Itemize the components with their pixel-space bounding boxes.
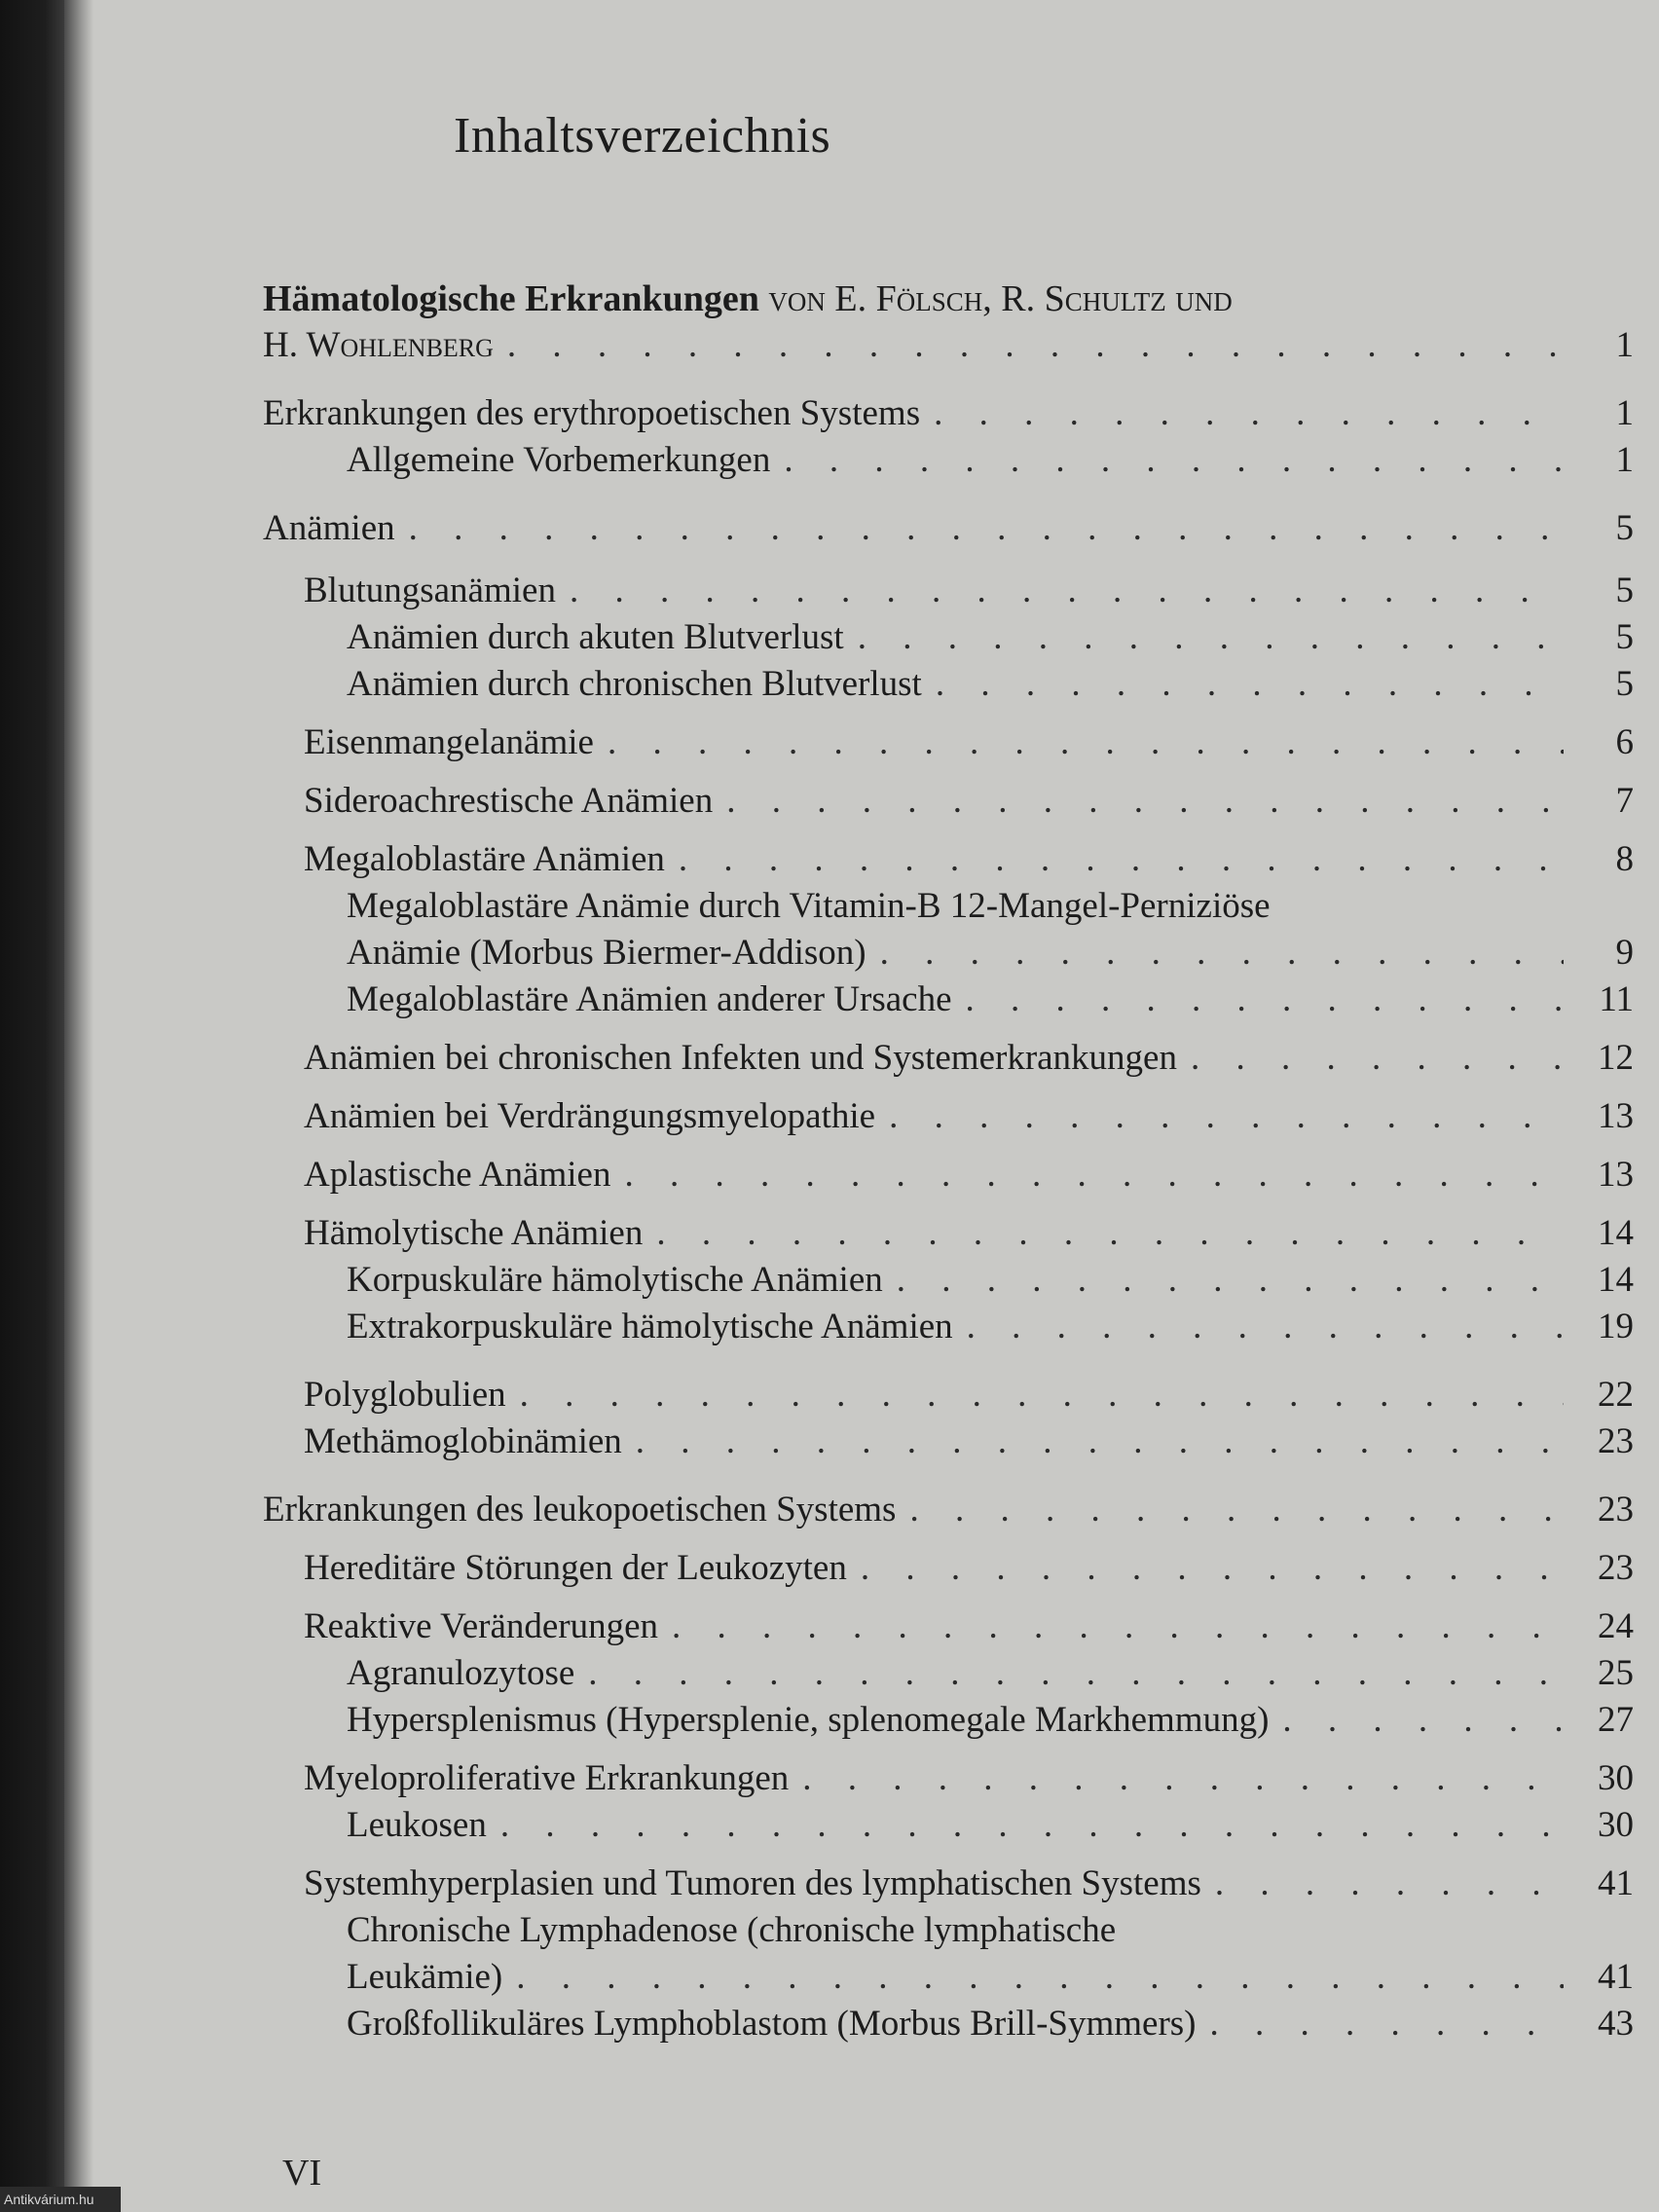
page-number: 27: [1598, 1700, 1634, 1740]
page-number: 22: [1598, 1375, 1634, 1415]
toc-entry: [263, 1802, 1634, 1849]
page-number: 24: [1598, 1606, 1634, 1646]
toc-entry: [263, 322, 1634, 369]
page-number: 14: [1598, 1260, 1634, 1300]
entry-label: Megaloblastäre Anämien anderer Ursache: [347, 979, 952, 1019]
toc-entry: [263, 2001, 1634, 2047]
leader-dots: [679, 836, 1564, 883]
leader-dots: [500, 1802, 1564, 1849]
leader-dots: [966, 977, 1564, 1023]
page-number: 5: [1615, 617, 1634, 657]
toc-entry: [263, 390, 1634, 437]
entry-label: Sideroachrestische Anämien: [304, 781, 714, 821]
leader-dots: [608, 719, 1564, 766]
entry-label: Reaktive Veränderungen: [304, 1606, 659, 1646]
toc-entry: [263, 1093, 1634, 1140]
entry-label: Agranulozytose: [347, 1653, 575, 1693]
entry-label: Leukämie): [347, 1957, 503, 1997]
entry-label: Anämien: [263, 508, 395, 548]
leader-dots: [588, 1650, 1564, 1697]
leader-dots: [936, 661, 1564, 708]
toc-entry: [263, 568, 1634, 614]
entry-label: Aplastische Anämien: [304, 1155, 611, 1195]
leader-dots: [636, 1419, 1564, 1465]
toc-entry: [263, 719, 1634, 766]
section-title: Hämatologische Erkrankungen: [263, 278, 759, 319]
page-number: 1: [1615, 325, 1634, 365]
entry-label: Großfollikuläres Lymphoblastom (Morbus Brill-Symmers): [347, 2004, 1197, 2044]
leader-dots: [784, 437, 1564, 484]
entry-label: Blutungsanämien: [304, 571, 556, 610]
watermark: Antikvárium.hu: [0, 2187, 121, 2212]
toc-entry: [263, 661, 1634, 708]
entry-label: Polyglobulien: [304, 1375, 506, 1415]
leader-dots: [858, 614, 1564, 661]
entry-label: Anämien bei Verdrängungsmyelopathie: [304, 1096, 876, 1136]
page-number: 43: [1598, 2004, 1634, 2044]
toc-entry: [263, 977, 1634, 1023]
leader-dots: [1215, 1861, 1564, 1907]
entry-label: Hämolytische Anämien: [304, 1213, 644, 1253]
table-of-contents: [263, 276, 1634, 2047]
leader-dots: [1282, 1697, 1564, 1744]
leader-dots: [656, 1210, 1564, 1257]
page-number: 5: [1615, 664, 1634, 704]
leader-dots: [934, 390, 1564, 437]
toc-entry-line: Megaloblastäre Anämie durch Vitamin-B 12-Mangel-Perniziöse: [347, 886, 1271, 926]
page-number: 19: [1598, 1307, 1634, 1346]
leader-dots: [570, 568, 1564, 614]
leader-dots: [897, 1257, 1564, 1304]
toc-entry: [263, 1487, 1634, 1533]
section-authors-cont: H. Wohlenberg: [263, 325, 494, 365]
entry-label: Myeloproliferative Erkrankungen: [304, 1758, 790, 1798]
entry-label: Anämien durch akuten Blutverlust: [347, 617, 844, 657]
toc-entry: [263, 836, 1634, 883]
toc-entry: [263, 1650, 1634, 1697]
page-number: 41: [1598, 1863, 1634, 1903]
leader-dots: [1210, 2001, 1565, 2047]
page-number: 30: [1598, 1805, 1634, 1845]
toc-entry: [263, 1372, 1634, 1419]
entry-label: Anämien bei chronischen Infekten und Systemerkrankungen: [304, 1038, 1177, 1078]
page-number: 12: [1598, 1038, 1634, 1078]
entry-label: Korpuskuläre hämolytische Anämien: [347, 1260, 883, 1300]
leader-dots: [889, 1093, 1564, 1140]
page-number: 14: [1598, 1213, 1634, 1253]
section-heading: [263, 276, 1634, 322]
toc-entry: [263, 1257, 1634, 1304]
toc-entry: [263, 1545, 1634, 1592]
leader-dots: [861, 1545, 1564, 1592]
entry-label: Systemhyperplasien und Tumoren des lymphatischen Systems: [304, 1863, 1201, 1903]
page-number: 5: [1615, 571, 1634, 610]
page-gutter: [64, 0, 93, 2212]
toc-entry: [263, 505, 1634, 552]
entry-label: Erkrankungen des erythropoetischen Systems: [263, 393, 921, 433]
toc-entry: [263, 614, 1634, 661]
page-number: 41: [1598, 1957, 1634, 1997]
book-spine-shadow: [0, 0, 64, 2212]
entry-label: Anämien durch chronischen Blutverlust: [347, 664, 922, 704]
page-number: 5: [1615, 508, 1634, 548]
entry-label: Allgemeine Vorbemerkungen: [347, 440, 771, 480]
page-number: 23: [1598, 1548, 1634, 1588]
leader-dots: [520, 1372, 1564, 1419]
leader-dots: [909, 1487, 1564, 1533]
leader-dots: [802, 1755, 1564, 1802]
leader-dots: [1191, 1035, 1564, 1082]
toc-entry: [263, 778, 1634, 825]
page-number: 6: [1615, 722, 1634, 762]
page-title: Inhaltsverzeichnis: [454, 108, 831, 164]
entry-label: Leukosen: [347, 1805, 487, 1845]
page-number: 1: [1615, 440, 1634, 480]
page-number: 23: [1598, 1490, 1634, 1530]
section-authors: von E. Fölsch, R. Schultz und: [768, 278, 1233, 319]
toc-entry: [263, 1035, 1634, 1082]
entry-label: Extrakorpuskuläre hämolytische Anämien: [347, 1307, 953, 1346]
toc-entry: [263, 1697, 1634, 1744]
entry-label: Erkrankungen des leukopoetischen Systems: [263, 1490, 897, 1530]
toc-entry: [263, 437, 1634, 484]
page-number: 11: [1599, 979, 1634, 1019]
toc-entry-line: Chronische Lymphadenose (chronische lymphatische: [347, 1910, 1117, 1950]
page-number: 8: [1615, 839, 1634, 879]
toc-entry: [263, 1210, 1634, 1257]
page-number: 9: [1615, 933, 1634, 973]
page-number: 7: [1615, 781, 1634, 821]
entry-label: Eisenmangelanämie: [304, 722, 594, 762]
leader-dots: [409, 505, 1564, 552]
page-number: 25: [1598, 1653, 1634, 1693]
page-number: 1: [1615, 393, 1634, 433]
toc-entry: [263, 1954, 1634, 2001]
page-number: 13: [1598, 1155, 1634, 1195]
entry-label: Anämie (Morbus Biermer-Addison): [347, 933, 866, 973]
toc-entry: [263, 1861, 1634, 1907]
leader-dots: [507, 322, 1564, 369]
leader-dots: [672, 1604, 1564, 1650]
toc-entry: [263, 1304, 1634, 1350]
entry-label: Megaloblastäre Anämien: [304, 839, 665, 879]
entry-label: Methämoglobinämien: [304, 1421, 622, 1461]
leader-dots: [516, 1954, 1564, 2001]
toc-entry: [263, 1755, 1634, 1802]
page-number: 23: [1598, 1421, 1634, 1461]
leader-dots: [726, 778, 1564, 825]
leader-dots: [880, 930, 1564, 977]
leader-dots: [624, 1152, 1564, 1198]
toc-entry: [263, 930, 1634, 977]
toc-entry: [263, 1604, 1634, 1650]
entry-label: Hypersplenismus (Hypersplenie, splenomegale Markhemmung): [347, 1700, 1270, 1740]
page-number: 13: [1598, 1096, 1634, 1136]
page-number-roman: VI: [282, 2153, 322, 2194]
page-number: 30: [1598, 1758, 1634, 1798]
toc-entry: [263, 1419, 1634, 1465]
leader-dots: [967, 1304, 1564, 1350]
entry-label: Hereditäre Störungen der Leukozyten: [304, 1548, 847, 1588]
toc-entry: [263, 1152, 1634, 1198]
